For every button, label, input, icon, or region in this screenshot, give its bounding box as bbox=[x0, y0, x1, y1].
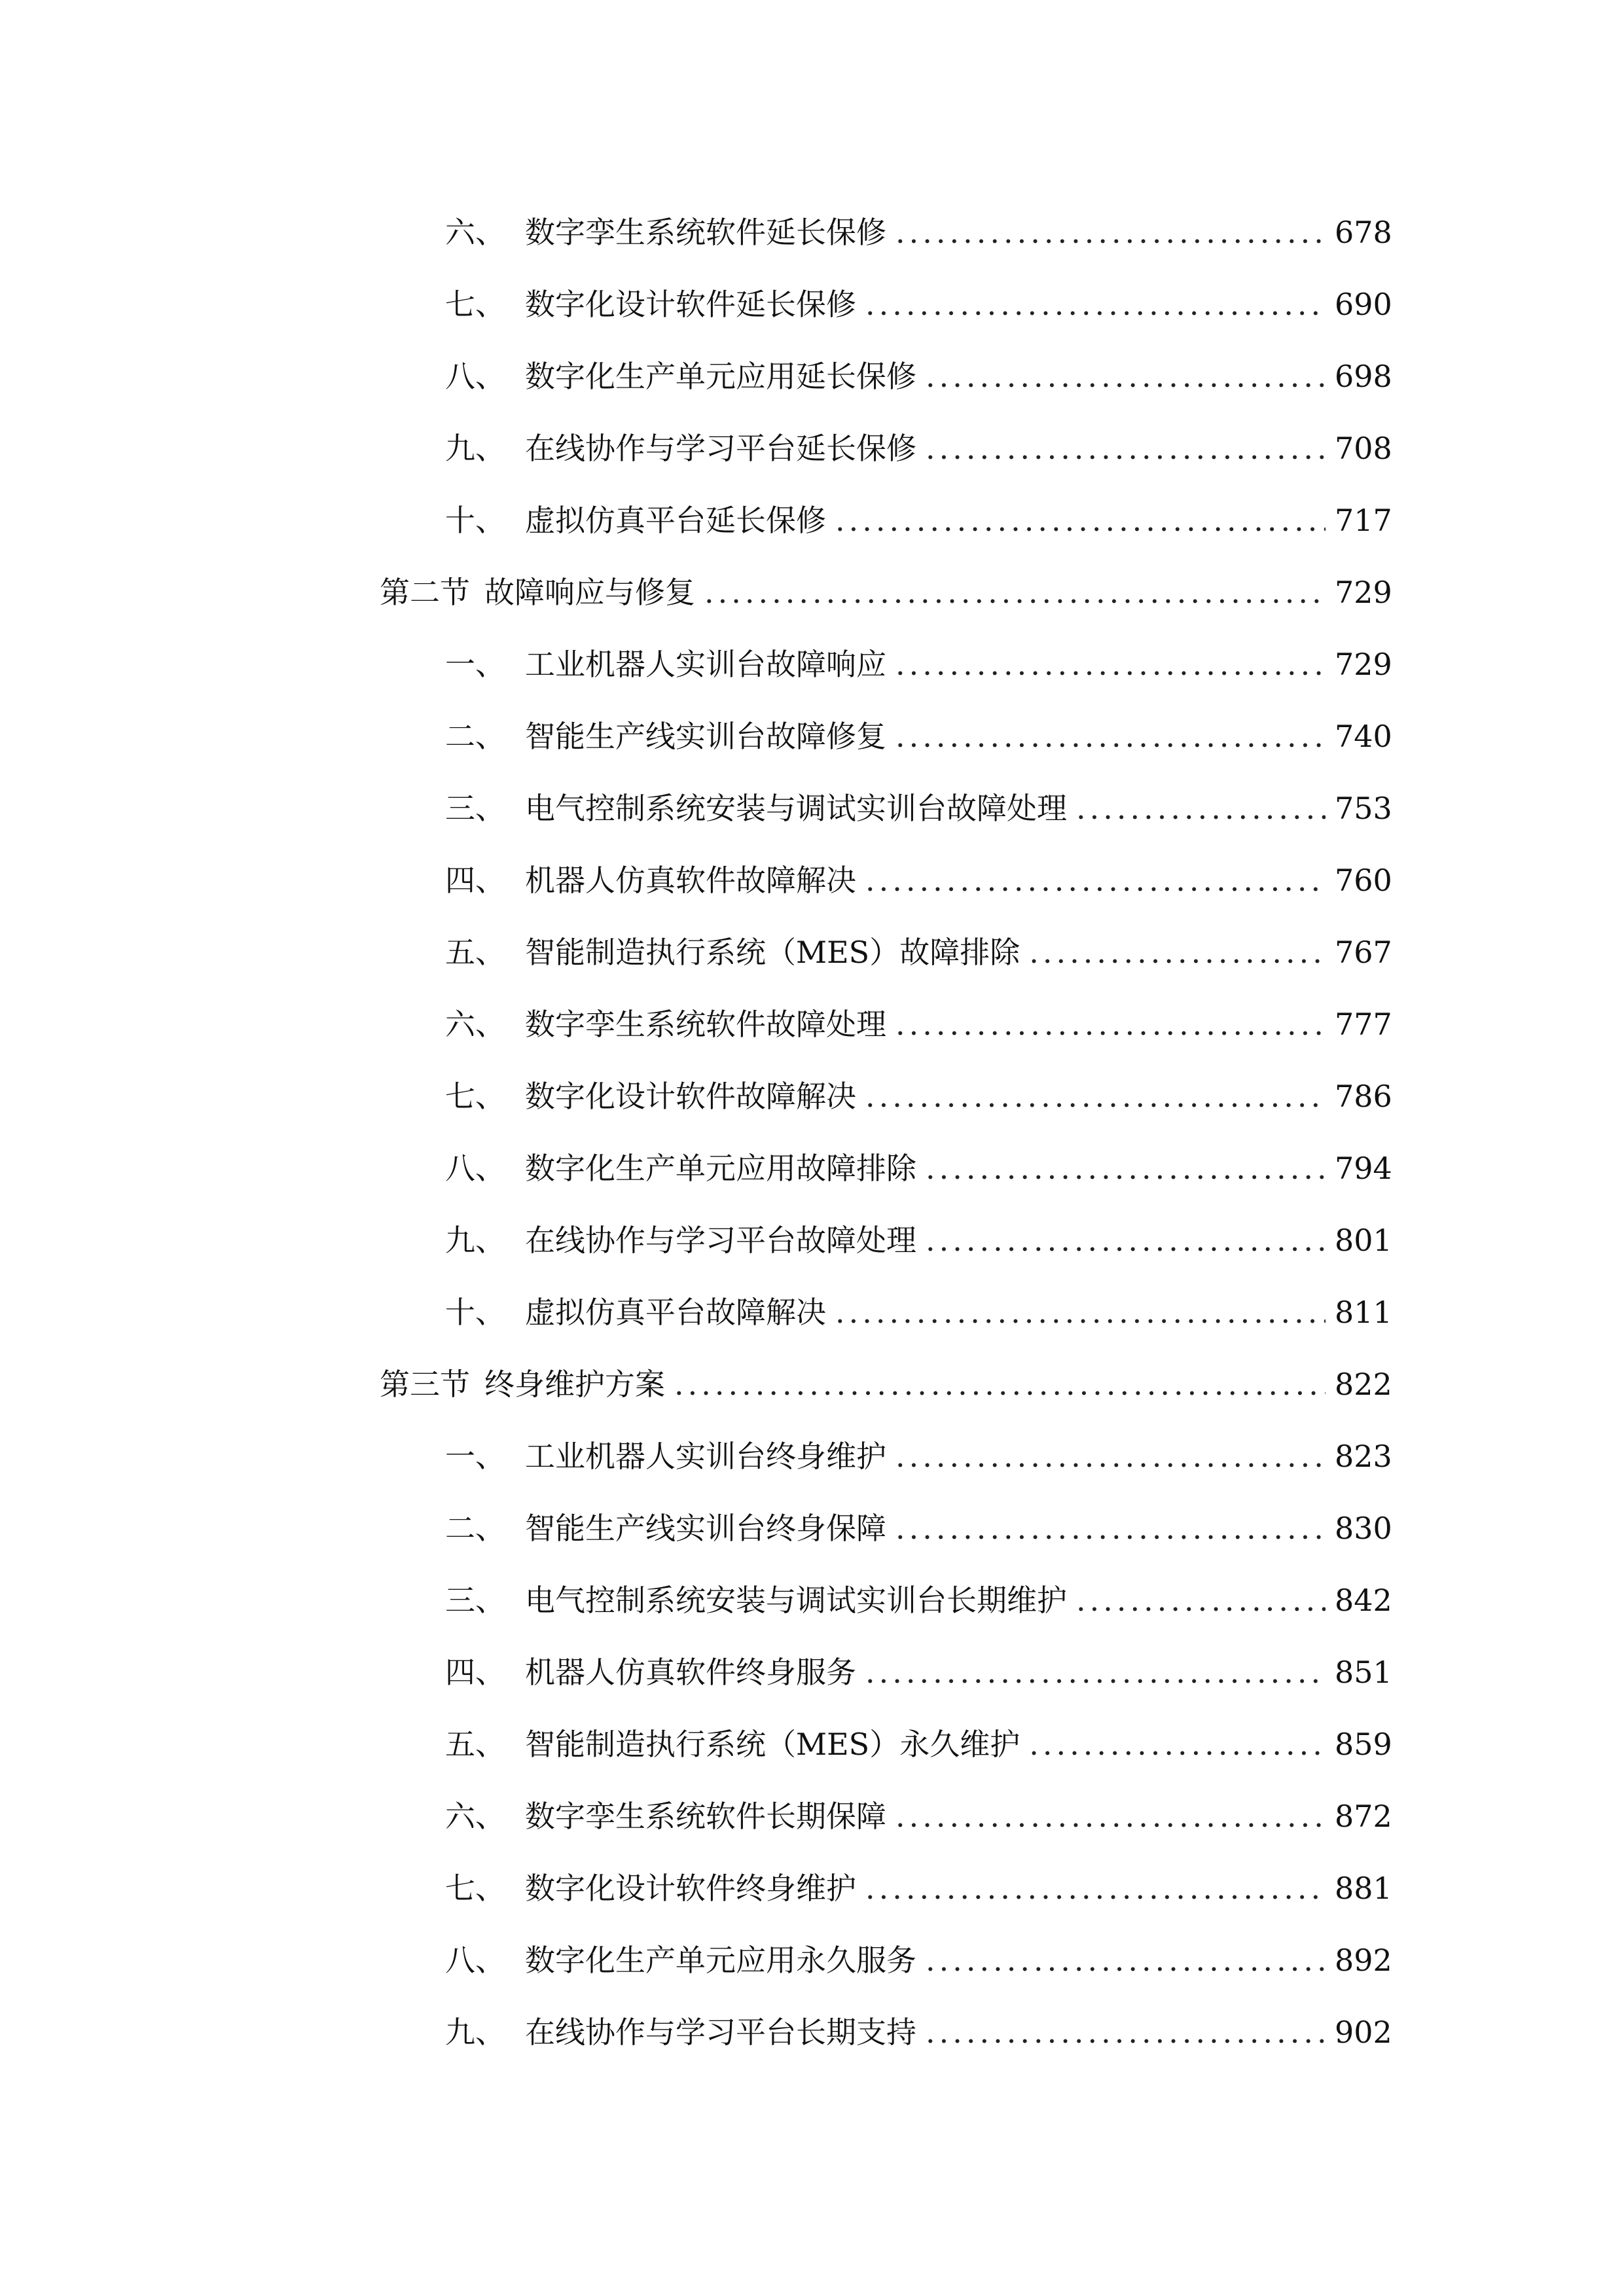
toc-entry-number: 五、 bbox=[445, 935, 505, 970]
toc-dot-leader bbox=[926, 412, 1326, 484]
toc-section-3-lifetime-maintenance[interactable] bbox=[0, 1348, 1391, 1420]
toc-dot-leader bbox=[926, 1924, 1326, 1996]
toc-entry-title: 智能制造执行系统（MES）故障排除 bbox=[525, 935, 1020, 970]
toc-page-number: 823 bbox=[1335, 1439, 1392, 1474]
toc-entry-number: 一、 bbox=[445, 1439, 505, 1474]
toc-entry-title: 智能生产线实训台终身保障 bbox=[525, 1511, 886, 1546]
toc-entry-6-digital-twin-fault[interactable] bbox=[0, 988, 1391, 1060]
toc-entry-number: 五、 bbox=[445, 1727, 505, 1762]
toc-dot-leader bbox=[865, 268, 1326, 340]
toc-dot-leader bbox=[865, 1060, 1326, 1132]
toc-page-number: 753 bbox=[1335, 791, 1392, 826]
toc-entry-5-mes-fault[interactable] bbox=[0, 916, 1391, 988]
toc-section-title: 终身维护方案 bbox=[484, 1367, 665, 1402]
toc-entry-title: 智能制造执行系统（MES）永久维护 bbox=[525, 1727, 1020, 1762]
toc-entry-title: 工业机器人实训台故障响应 bbox=[525, 647, 886, 682]
toc-dot-leader bbox=[1029, 1708, 1326, 1780]
toc-page-number: 859 bbox=[1335, 1727, 1392, 1762]
toc-page-number: 842 bbox=[1335, 1583, 1392, 1618]
toc-entry-title: 数字化设计软件故障解决 bbox=[525, 1079, 856, 1114]
toc-entry-3-electrical-long-term[interactable] bbox=[0, 1564, 1391, 1636]
toc-entry-title: 数字化生产单元应用永久服务 bbox=[525, 1943, 916, 1978]
toc-page-number: 881 bbox=[1335, 1871, 1392, 1906]
toc-entry-number: 九、 bbox=[445, 2015, 505, 2050]
toc-entry-4-robot-sim-lifetime[interactable] bbox=[0, 1636, 1391, 1708]
toc-section-number: 第二节 bbox=[380, 575, 470, 610]
toc-page-number: 786 bbox=[1335, 1079, 1392, 1114]
toc-page-number: 767 bbox=[1335, 935, 1392, 970]
toc-dot-leader bbox=[835, 1276, 1326, 1348]
toc-page-number: 690 bbox=[1335, 287, 1392, 322]
toc-dot-leader bbox=[835, 484, 1326, 556]
toc-page-number: 902 bbox=[1335, 2015, 1392, 2050]
toc-page-number: 698 bbox=[1335, 359, 1392, 394]
toc-entry-number: 九、 bbox=[445, 431, 505, 466]
toc-entry-8-production-unit-warranty[interactable] bbox=[0, 340, 1391, 412]
toc-entry-number: 七、 bbox=[445, 1871, 505, 1906]
toc-entry-title: 电气控制系统安装与调试实训台故障处理 bbox=[525, 791, 1067, 826]
toc-entry-number: 十、 bbox=[445, 1295, 505, 1330]
toc-entry-title: 在线协作与学习平台故障处理 bbox=[525, 1223, 916, 1258]
toc-entry-9-collaboration-fault[interactable] bbox=[0, 1204, 1391, 1276]
toc-page-number: 729 bbox=[1335, 647, 1392, 682]
toc-dot-leader bbox=[895, 1780, 1326, 1852]
toc-dot-leader bbox=[865, 1636, 1326, 1708]
toc-page-number: 729 bbox=[1335, 575, 1392, 610]
toc-page-number: 794 bbox=[1335, 1151, 1392, 1186]
toc-entry-title: 数字孪生系统软件故障处理 bbox=[525, 1007, 886, 1042]
toc-entry-title: 机器人仿真软件终身服务 bbox=[525, 1655, 856, 1690]
toc-entry-number: 二、 bbox=[445, 719, 505, 754]
toc-entry-9-collaboration-long-term[interactable] bbox=[0, 1996, 1391, 2068]
toc-dot-leader bbox=[895, 196, 1326, 268]
table-of-contents bbox=[0, 196, 1624, 2068]
toc-entry-title: 电气控制系统安装与调试实训台长期维护 bbox=[525, 1583, 1067, 1618]
toc-entry-number: 六、 bbox=[445, 1799, 505, 1834]
toc-entry-9-collaboration-warranty[interactable] bbox=[0, 412, 1391, 484]
toc-entry-title: 数字化设计软件延长保修 bbox=[525, 287, 856, 322]
toc-entry-title: 数字孪生系统软件延长保修 bbox=[525, 215, 886, 250]
toc-dot-leader bbox=[895, 988, 1326, 1060]
toc-entry-number: 九、 bbox=[445, 1223, 505, 1258]
toc-entry-7-digital-design-warranty[interactable] bbox=[0, 268, 1391, 340]
toc-entry-8-production-unit-permanent[interactable] bbox=[0, 1924, 1391, 1996]
toc-dot-leader bbox=[674, 1348, 1326, 1420]
toc-entry-6-digital-twin-long-term[interactable] bbox=[0, 1780, 1391, 1852]
toc-page-number: 811 bbox=[1335, 1295, 1392, 1330]
toc-entry-8-production-unit-fault[interactable] bbox=[0, 1132, 1391, 1204]
toc-entry-10-simulation-warranty[interactable] bbox=[0, 484, 1391, 556]
toc-entry-title: 数字孪生系统软件长期保障 bbox=[525, 1799, 886, 1834]
toc-entry-number: 八、 bbox=[445, 359, 505, 394]
toc-entry-2-production-line-lifetime[interactable] bbox=[0, 1492, 1391, 1564]
toc-entry-title: 虚拟仿真平台故障解决 bbox=[525, 1295, 826, 1330]
toc-section-title: 故障响应与修复 bbox=[484, 575, 695, 610]
toc-entry-5-mes-permanent[interactable] bbox=[0, 1708, 1391, 1780]
toc-page-number: 740 bbox=[1335, 719, 1392, 754]
toc-page-number: 801 bbox=[1335, 1223, 1392, 1258]
toc-dot-leader bbox=[926, 1204, 1326, 1276]
toc-entry-number: 三、 bbox=[445, 791, 505, 826]
toc-dot-leader bbox=[895, 700, 1326, 772]
toc-entry-number: 十、 bbox=[445, 503, 505, 538]
toc-dot-leader bbox=[1029, 916, 1326, 988]
toc-entry-number: 七、 bbox=[445, 1079, 505, 1114]
toc-entry-7-digital-design-fault[interactable] bbox=[0, 1060, 1391, 1132]
toc-page-number: 717 bbox=[1335, 503, 1392, 538]
toc-entry-4-robot-sim-fault[interactable] bbox=[0, 844, 1391, 916]
toc-entry-number: 八、 bbox=[445, 1943, 505, 1978]
toc-dot-leader bbox=[926, 1996, 1326, 2068]
toc-entry-number: 七、 bbox=[445, 287, 505, 322]
toc-page-number: 760 bbox=[1335, 863, 1392, 898]
toc-entry-number: 三、 bbox=[445, 1583, 505, 1618]
toc-dot-leader bbox=[895, 1420, 1326, 1492]
toc-page-number: 892 bbox=[1335, 1943, 1392, 1978]
toc-page-number: 830 bbox=[1335, 1511, 1392, 1546]
toc-dot-leader bbox=[1076, 772, 1326, 844]
toc-entry-number: 六、 bbox=[445, 215, 505, 250]
toc-page-number: 708 bbox=[1335, 431, 1392, 466]
toc-entry-title: 在线协作与学习平台延长保修 bbox=[525, 431, 916, 466]
toc-entry-title: 数字化生产单元应用延长保修 bbox=[525, 359, 916, 394]
toc-dot-leader bbox=[1076, 1564, 1326, 1636]
toc-section-2-fault-response[interactable] bbox=[0, 556, 1391, 628]
toc-entry-title: 虚拟仿真平台延长保修 bbox=[525, 503, 826, 538]
toc-dot-leader bbox=[704, 556, 1326, 628]
toc-page-number: 777 bbox=[1335, 1007, 1392, 1042]
toc-entry-number: 一、 bbox=[445, 647, 505, 682]
toc-dot-leader bbox=[865, 1852, 1326, 1924]
toc-page-number: 851 bbox=[1335, 1655, 1392, 1690]
toc-entry-1-robot-fault-response[interactable] bbox=[0, 628, 1391, 700]
toc-entry-number: 四、 bbox=[445, 863, 505, 898]
toc-entry-number: 六、 bbox=[445, 1007, 505, 1042]
toc-entry-title: 数字化设计软件终身维护 bbox=[525, 1871, 856, 1906]
toc-entry-6-digital-twin-warranty[interactable] bbox=[0, 196, 1391, 268]
toc-page-number: 678 bbox=[1335, 215, 1392, 250]
toc-entry-number: 四、 bbox=[445, 1655, 505, 1690]
toc-entry-number: 八、 bbox=[445, 1151, 505, 1186]
toc-section-number: 第三节 bbox=[380, 1367, 470, 1402]
toc-entry-number: 二、 bbox=[445, 1511, 505, 1546]
toc-entry-title: 工业机器人实训台终身维护 bbox=[525, 1439, 886, 1474]
toc-dot-leader bbox=[865, 844, 1326, 916]
toc-entry-title: 在线协作与学习平台长期支持 bbox=[525, 2015, 916, 2050]
toc-entry-3-electrical-fault[interactable] bbox=[0, 772, 1391, 844]
toc-entry-title: 数字化生产单元应用故障排除 bbox=[525, 1151, 916, 1186]
toc-entry-title: 机器人仿真软件故障解决 bbox=[525, 863, 856, 898]
toc-page-number: 822 bbox=[1335, 1367, 1392, 1402]
toc-entry-7-digital-design-lifetime[interactable] bbox=[0, 1852, 1391, 1924]
toc-entry-1-robot-lifetime[interactable] bbox=[0, 1420, 1391, 1492]
toc-dot-leader bbox=[895, 1492, 1326, 1564]
toc-dot-leader bbox=[895, 628, 1326, 700]
toc-dot-leader bbox=[926, 1132, 1326, 1204]
toc-entry-10-simulation-fault[interactable] bbox=[0, 1276, 1391, 1348]
toc-entry-2-production-line-repair[interactable] bbox=[0, 700, 1391, 772]
toc-dot-leader bbox=[926, 340, 1326, 412]
toc-page-number: 872 bbox=[1335, 1799, 1392, 1834]
toc-entry-title: 智能生产线实训台故障修复 bbox=[525, 719, 886, 754]
